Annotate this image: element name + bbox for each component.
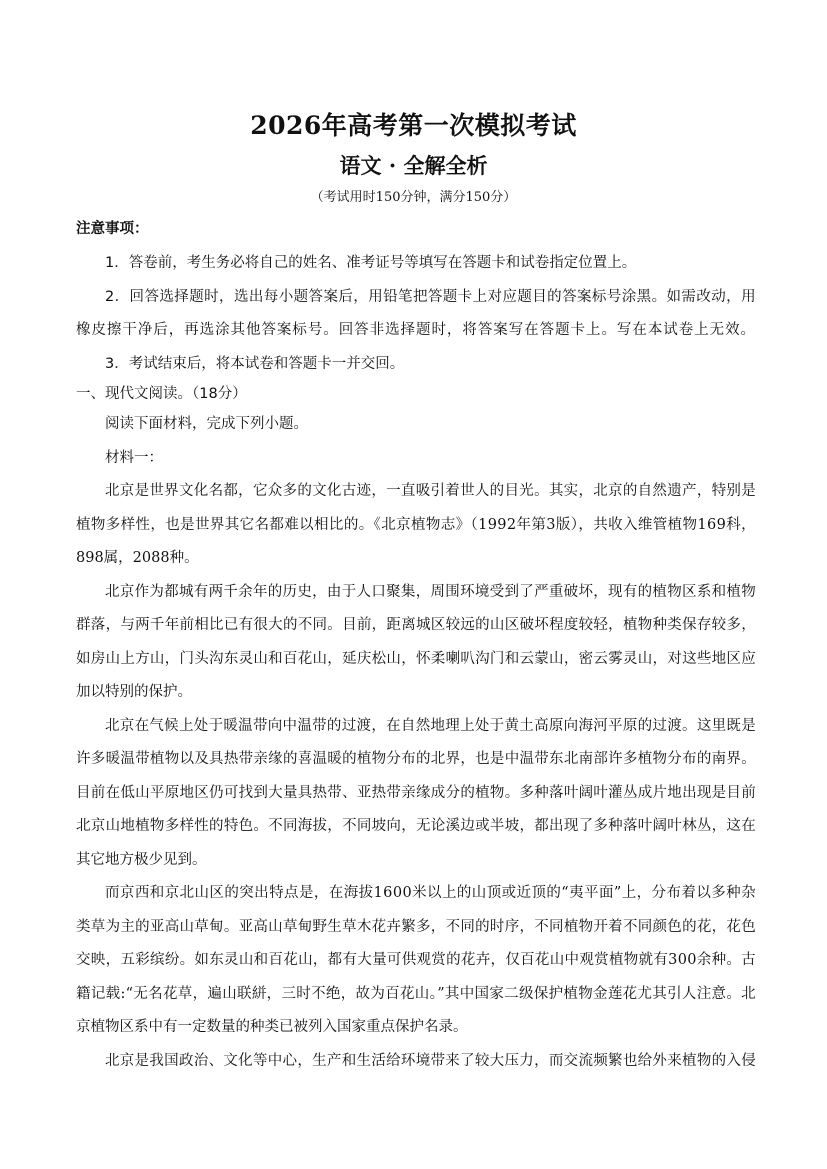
reading-passage <box>76 408 756 1078</box>
notice-item-3: 3．考试结束后，将本试卷和答题卡一并交回。 <box>105 355 405 372</box>
paragraph-1-line: 植物多样性，也是世界其它名都难以相比的。《北京植物志》（1992年第3版），共收入维管植物169科， <box>76 516 756 533</box>
paragraph-2-line: 北京作为都城有两千余年的历史，由于人口聚集，周围环境受到了严重破坏，现有的植物区系和植物 <box>105 583 756 600</box>
paragraph-3-line: 目前在低山平原地区仍可找到大量具热带、亚热带亲缘成分的植物。多种落叶阔叶灌丛成片地出现是目前 <box>76 784 756 801</box>
page-title: 2026年高考第一次模拟考试 <box>250 111 577 140</box>
paragraph-3-line: 许多暖温带植物以及具热带亲缘的喜温暖的植物分布的北界，也是中温带东北南部许多植物分布的南界。 <box>76 751 756 767</box>
notice-item-2-line-2: 橡皮擦干净后，再选涂其他答案标号。回答非选择题时，将答案写在答题卡上。写在本试卷上无效。 <box>76 322 756 338</box>
page-subtitle: 语文 · 全解全析 <box>339 153 488 178</box>
paragraph-3-line: 其它地方极少见到。 <box>76 851 207 868</box>
paragraph-1-line: 北京是世界文化名都，它众多的文化古迹，一直吸引着世人的目光。其实，北京的自然遗产，特别是 <box>105 483 756 499</box>
notice-item-2-line-1: 2．回答选择题时，选出每小题答案后，用铅笔把答题卡上对应题目的答案标号涂黑。如需改动，用 <box>105 288 756 305</box>
paragraph-4-line: 交映，五彩缤纷。如东灵山和百花山，都有大量可供观赏的花卉，仅百花山中观赏植物就有300余种。古 <box>76 952 756 968</box>
paragraph-4-line: 而京西和京北山区的突出特点是，在海拔1600米以上的山顶或近顶的“夷平面”上，分布着以多种杂 <box>105 885 756 901</box>
paragraph-3-line: 北京在气候上处于暖温带向中温带的过渡，在自然地理上处于黄土高原向海河平原的过渡。这里既是 <box>105 717 756 734</box>
instruction: 阅读下面材料，完成下列小题。 <box>105 416 308 432</box>
section-heading: 一、现代文阅读。（18分） <box>76 386 247 402</box>
paragraph-2-line: 加以特别的保护。 <box>76 684 192 700</box>
paragraph-4-line: 籍记载:“无名花草，遍山联絣，三时不绝，故为百花山。”其中国家二级保护植物金莲花尤其引人注意。北 <box>76 985 756 1002</box>
paragraph-3-line: 北京山地植物多样性的特色。不同海拔，不同坡向，无论溪边或半坡，都出现了多种落叶阔叶林丛，这在 <box>76 818 756 834</box>
paragraph-1-line: 898属，2088种。 <box>76 550 199 566</box>
material-label: 材料一： <box>105 449 163 466</box>
paragraph-4-line: 京植物区系中有一定数量的种类已被列入国家重点保护名录。 <box>76 1019 468 1035</box>
paragraph-5-line: 北京是我国政治、文化等中心，生产和生活给环境带来了较大压力，而交流频繁也给外来植物的入侵 <box>105 1052 756 1069</box>
paragraph-2-line: 如房山上方山，门头沟东灵山和百花山，延庆松山，怀柔喇叭沟门和云蒙山，密云雾灵山，对这些地区应 <box>76 650 756 667</box>
notice-heading: 注意事项： <box>76 221 149 237</box>
paragraph-2-line: 群落，与两千年前相比已有很大的不同。目前，距离城区较远的山区破坏程度较轻，植物种类保存较多， <box>76 617 756 633</box>
exam-info: （考试用时150分钟，满分150分） <box>310 190 517 205</box>
paragraph-4-line: 类草为主的亚高山草甸。亚高山草甸野生草木花卉繁多，不同的时序，不同植物开着不同颜色的花，花色 <box>76 918 756 935</box>
notice-list <box>76 247 756 381</box>
notice-item-1: 1．答卷前，考生务必将自己的姓名、准考证号等填写在答题卡和试卷指定位置上。 <box>105 255 637 271</box>
